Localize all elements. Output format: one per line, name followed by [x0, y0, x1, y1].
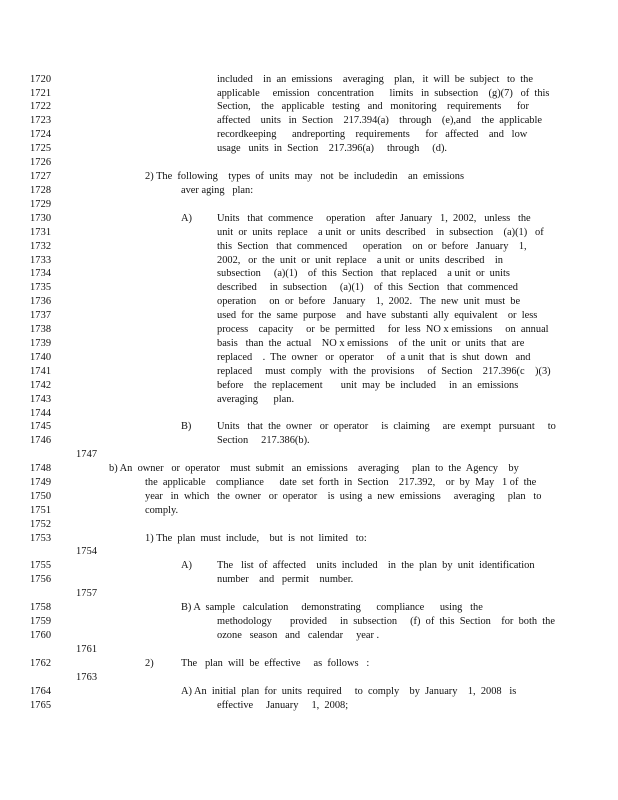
text-line: basis than the actual NO x emissions of the unit or units that are	[217, 338, 525, 349]
line-number: 1747	[76, 449, 98, 460]
text-line: aver aging plan:	[181, 185, 254, 196]
text-line: operation on or before January 1, 2002. The new unit must be	[217, 296, 521, 307]
text-line: the applicable compliance date set forth in Section 217.392, or by May 1 of the	[145, 477, 537, 488]
text-line: process capacity or be permitted for less NO x emissions on annual	[217, 324, 549, 335]
line-number: 1764	[30, 686, 52, 697]
text-line: comply.	[145, 505, 179, 516]
line-number: 1729	[30, 199, 52, 210]
text-line: averaging plan.	[217, 394, 295, 405]
line-number: 1745	[30, 421, 52, 432]
text-line: subsection (a)(1) of this Section that replaced a unit or units	[217, 268, 510, 279]
text-line: usage units in Section 217.396(a) through (d).	[217, 143, 448, 154]
line-number: 1754	[76, 546, 98, 557]
text-line: B) A sample calculation demonstrating compliance using the	[181, 602, 483, 613]
line-number: 1757	[76, 588, 98, 599]
text-line: ozone season and calendar year .	[217, 630, 380, 641]
line-number: 1738	[30, 324, 52, 335]
line-number: 1731	[30, 227, 52, 238]
text-line: described in subsection (a)(1) of this Section that commenced	[217, 282, 518, 293]
text-line: recordkeeping andreporting requirements for affected and low	[217, 129, 528, 140]
line-number: 1736	[30, 296, 52, 307]
text-line: Units that the owner or operator is claiming are exempt pursuant to	[217, 421, 556, 432]
line-number: 1724	[30, 129, 52, 140]
line-number: 1763	[76, 672, 98, 683]
text-line: this Section that commenced operation on or before January 1,	[217, 241, 527, 252]
text-line: Section 217.386(b).	[217, 435, 310, 446]
line-number: 1732	[30, 241, 52, 252]
text-line: 2002, or the unit or unit replace a unit or units described in	[217, 255, 503, 266]
line-number: 1742	[30, 380, 52, 391]
line-number: 1722	[30, 101, 52, 112]
line-number: 1748	[30, 463, 52, 474]
line-number: 1726	[30, 157, 52, 168]
line-number: 1733	[30, 255, 52, 266]
list-marker: 2)	[145, 658, 154, 669]
line-number: 1746	[30, 435, 52, 446]
line-number: 1762	[30, 658, 52, 669]
text-line: before the replacement unit may be included in an emissions	[217, 380, 519, 391]
text-line: b) An owner or operator must submit an emissions averaging plan to the Agency by	[109, 463, 519, 474]
line-number: 1739	[30, 338, 52, 349]
line-number: 1727	[30, 171, 52, 182]
text-line: The list of affected units included in the plan by unit identification	[217, 560, 535, 571]
text-line: Units that commence operation after January 1, 2002, unless the	[217, 213, 531, 224]
text-line: replaced . The owner or operator of a unit that is shut down and	[217, 352, 531, 363]
text-line: 1) The plan must include, but is not limited to:	[145, 533, 367, 544]
text-line: Section, the applicable testing and monitoring requirements for	[217, 101, 529, 112]
text-line: unit or units replace a unit or units described in subsection (a)(1) of	[217, 227, 544, 238]
line-number: 1734	[30, 268, 52, 279]
line-number: 1737	[30, 310, 52, 321]
text-line: methodology provided in subsection (f) of this Section for both the	[217, 616, 555, 627]
line-number: 1759	[30, 616, 52, 627]
list-marker: A)	[181, 560, 192, 571]
list-marker: B)	[181, 421, 192, 432]
line-number: 1744	[30, 408, 52, 419]
line-number: 1750	[30, 491, 52, 502]
line-number: 1758	[30, 602, 52, 613]
line-number: 1730	[30, 213, 52, 224]
line-number: 1753	[30, 533, 52, 544]
text-line: replaced must comply with the provisions of Section 217.396(c )(3)	[217, 366, 551, 377]
line-number: 1725	[30, 143, 52, 154]
text-line: affected units in Section 217.394(a) through (e),and the applicable	[217, 115, 543, 126]
line-number: 1721	[30, 88, 52, 99]
text-line: included in an emissions averaging plan, it will be subject to the	[217, 74, 533, 85]
line-number: 1752	[30, 519, 52, 530]
line-number: 1756	[30, 574, 52, 585]
text-line: The plan will be effective as follows :	[181, 658, 370, 669]
text-line: number and permit number.	[217, 574, 354, 585]
line-number: 1761	[76, 644, 98, 655]
list-marker: A)	[181, 213, 192, 224]
line-number: 1765	[30, 700, 52, 711]
line-number: 1749	[30, 477, 52, 488]
text-line: effective January 1, 2008;	[217, 700, 349, 711]
text-line: used for the same purpose and have substanti ally equivalent or less	[217, 310, 538, 321]
line-number: 1728	[30, 185, 52, 196]
line-number: 1751	[30, 505, 52, 516]
line-number: 1755	[30, 560, 52, 571]
text-line: year in which the owner or operator is using a new emissions averaging plan to	[145, 491, 542, 502]
text-line: A) An initial plan for units required to comply by January 1, 2008 is	[181, 686, 517, 697]
text-line: 2) The following types of units may not be includedin an emissions	[145, 171, 464, 182]
line-number: 1741	[30, 366, 52, 377]
text-line: applicable emission concentration limits in subsection (g)(7) of this	[217, 88, 550, 99]
line-number: 1760	[30, 630, 52, 641]
line-number: 1720	[30, 74, 52, 85]
line-number: 1743	[30, 394, 52, 405]
line-number: 1740	[30, 352, 52, 363]
line-number: 1723	[30, 115, 52, 126]
line-number: 1735	[30, 282, 52, 293]
